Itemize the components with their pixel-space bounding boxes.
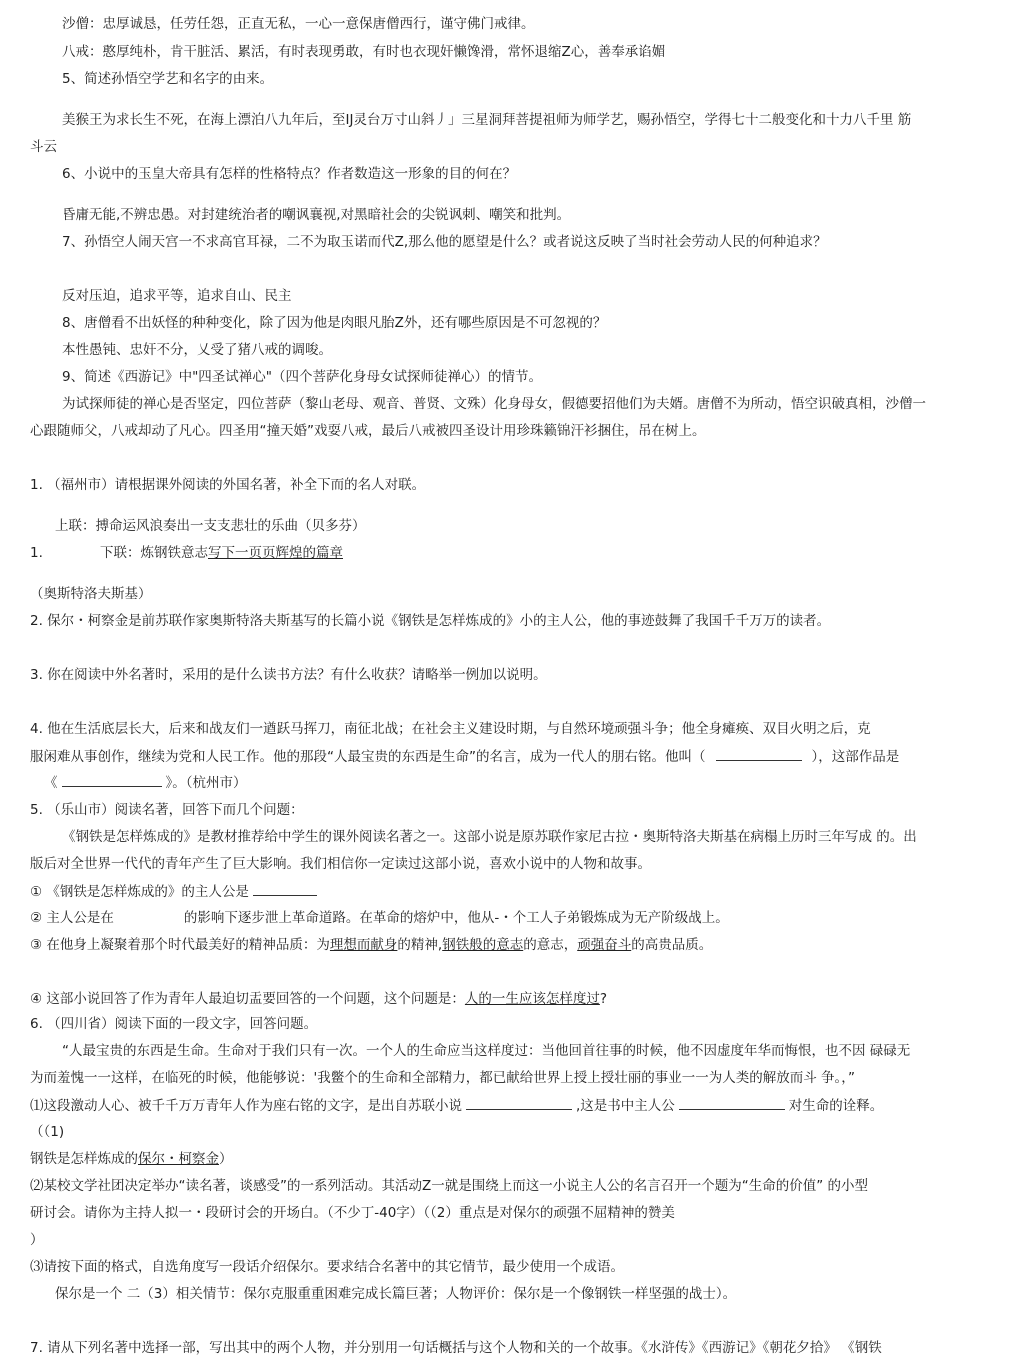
text-line — [30, 881, 317, 902]
underlined-answer: 保尔・柯察金 — [138, 1151, 219, 1167]
text-line: ⑶请按下面的格式，自选角度写一段话介绍保尔。要求结合名著中的其它情节，最少使用一个成语。 — [30, 1259, 624, 1275]
text-span: 下联：炼钢铁意志 — [100, 545, 208, 561]
text-span: 对生命的诠释。 — [788, 1098, 884, 1114]
text-span: ① 《钢铁是怎样炼成的》的主人公是 — [30, 884, 249, 900]
text-span: ,这是书中主人公 — [576, 1098, 675, 1114]
answer-blank[interactable] — [62, 772, 162, 787]
text-span: 》。（杭州市） — [165, 775, 247, 791]
text-span: 《 — [44, 775, 58, 791]
underlined-answer: 钢铁般的意志 — [442, 937, 524, 953]
quote-text: 为而羞愧一一这样，在临死的时候，他能够说：'我鳖个的生命和全部精力，都已献给世界上授上授壮丽的事业一一为人类的解放而斗 争。，” — [30, 1070, 855, 1086]
question-heading: 5、简述孙悟空学艺和名字的由来。 — [62, 71, 274, 87]
list-number: 1. — [30, 545, 43, 561]
text-line: 《钢铁是怎样炼成的》是教材推荐给中学生的课外阅读名著之一。这部小说是原苏联作家尼古拉・奥斯特洛夫斯基在病榻上历时三年写成 的。出 — [62, 829, 917, 845]
answer-blank[interactable] — [253, 881, 317, 896]
text-line: 版后对全世界一代代的青年产生了巨大影响。我们相信你一定读过这部小说，喜欢小说中的人物和故事。 — [30, 856, 651, 872]
text-line: 沙僧：忠厚诚恳，任劳任怨，正直无私，一心一意保唐僧西行，谨守佛门戒律。 — [62, 16, 535, 32]
text-line: 保尔是一个 二（3）相关情节：保尔克服重重困难完成长篇巨著；人物评价：保尔是一个像钢铁一样坚强的战士）。 — [55, 1286, 737, 1302]
text-line: 上联：搏命运风浪奏出一支支悲壮的乐曲（贝多芬） — [55, 518, 366, 534]
text-span: ），这部作品是 — [811, 749, 900, 765]
text-span: 的意志， — [523, 937, 578, 953]
question-heading: 1. （福州市）请根据课外阅读的外国名著，补全下而的名人对联。 — [30, 477, 426, 493]
question-heading: 6、小说中的玉皇大帝具有怎样的性格特点？作者数造这一形象的目的何在？ — [62, 166, 517, 182]
underlined-answer: 人的一生应该怎样度过 — [464, 991, 600, 1007]
text-span: ） — [219, 1151, 233, 1167]
text-line — [100, 543, 343, 563]
text-line: ） — [30, 1232, 44, 1248]
text-span: 服闲难从事创作，继续为党和人民工作。他的那段“人最宝贵的东西是生命”的名言，成为一代人的朋右铭。他叫（ — [30, 749, 706, 765]
question-heading: 8、唐僧看不出妖怪的种种变化，除了因为他是肉眼凡胎Z外，还有哪些原因是不可忽视的？ — [62, 315, 607, 331]
answer-text: 美猴王为求长生不死，在海上漂泊八九年后，至IJ灵台万寸山斜丿」三星洞拜菩提祖师为师学艺，赐孙悟空，学得七十二般变化和十力八千里 筋 — [62, 112, 912, 128]
underlined-answer: 理想而献身 — [329, 937, 398, 953]
text-span: 钢铁是怎样炼成的 — [30, 1151, 138, 1167]
answer-text: 昏庸无能,不辨忠愚。对封建统治者的嘲讽襄视,对黑暗社会的尖锐讽刺、嘲笑和批判。 — [62, 207, 571, 223]
answer-text: 反对压迫，追求平等，追求自山、民主 — [62, 288, 292, 304]
quote-text: “人最宝贵的东西是生命。生命对于我们只有一次。一个人的生命应当这样度过：当他回首往事的时候，他不因虚度年华而悔恨，也不因 碌碌无 — [62, 1043, 911, 1059]
question-heading: 5. （乐山市）阅读名著，回答下而几个问题： — [30, 802, 304, 818]
text-line: 研讨会。请你为主持人拟一・段研讨会的开场白。（不少丁-40字）（（2）重点是对保尔的顽强不屈精神的赞美 — [30, 1205, 675, 1221]
text-line — [30, 1095, 883, 1116]
text-line — [30, 1149, 233, 1169]
question-heading: 4. 他在生活底层长大，后来和战友们一遒跃马挥刀，南征北战；在社会主义建设时期，与自然环境顽强斗争；他全身瘫痪、双目火明之后，克 — [30, 721, 871, 737]
underlined-answer: 写下一页页辉煌的篇章 — [208, 545, 343, 561]
text-line — [44, 772, 247, 793]
answer-blank[interactable] — [466, 1095, 572, 1110]
underlined-answer: 顽强奋斗 — [577, 937, 632, 953]
text-line: （奥斯特洛夫斯基） — [30, 586, 152, 602]
text-span: ? — [599, 991, 608, 1007]
question-heading: 9、简述《西游记》中"四圣试禅心"（四个菩萨化身母女试探师徒禅心）的情节。 — [62, 369, 543, 385]
text-span: 的影响下逐步泄上革命道路。在革命的熔炉中，他从-・个工人子弟锻炼成为无产阶级战上。 — [183, 910, 729, 926]
answer-text: 斗云 — [30, 139, 57, 155]
text-span: 的高贵品质。 — [631, 937, 713, 953]
text-line — [30, 989, 607, 1009]
text-line — [30, 935, 712, 955]
question-heading: 7、孙悟空人闹天宫一不求高官耳禄，二不为取玉诺而代Z,那么他的愿望是什么？或者说这反映了当时社会劳动人民的何种追求？ — [62, 234, 827, 250]
text-span: ④ 这部小说回答了作为青年人最迫切盂要回答的一个问题，这个问题是： — [30, 991, 465, 1007]
text-span: 的精神, — [397, 937, 443, 953]
text-span: ③ 在他身上凝聚着那个时代最美好的精神品质：为 — [30, 937, 330, 953]
answer-text: 为试探师徒的禅心是否坚定，四位菩萨（黎山老母、观音、普贤、文殊）化身母女，假德要招他们为夫婿。唐僧不为所动，悟空识破真相，沙僧一 — [62, 396, 926, 412]
answer-text: 心跟随师父，八戒却动了凡心。四圣用“撞天婚”戏耍八戒，最后八戒被四圣设计用珍珠籁锦汗衫捆住，吊在树上。 — [30, 423, 706, 439]
question-heading: 2. 保尔・柯察金是前苏联作家奥斯特洛夫斯基写的长篇小说《钢铁是怎样炼成的》小的主人公，他的事迹鼓舞了我国千千万万的读者。 — [30, 613, 831, 629]
answer-blank[interactable] — [679, 1095, 785, 1110]
answer-text: 本性愚钝、忠奸不分，乂受了猪八戒的调唆。 — [62, 342, 332, 358]
text-line: （（1) — [30, 1124, 65, 1140]
question-heading: 6. （四川省）阅读下面的一段文字，回答问题。 — [30, 1016, 318, 1032]
answer-blank[interactable] — [716, 746, 802, 761]
question-heading: 7. 请从下列名著中选择一部，写出其中的两个人物，并分别用一句话概括与这个人物和关的一个故事。《水浒传》《西游记》《朝花夕拾》 《钢铁 — [30, 1340, 882, 1356]
question-heading: 3. 你在阅读中外名著时，采用的是什么读书方法？有什么收获？请略举一例加以说明。 — [30, 667, 547, 683]
text-line: ⑵某校文学社团决定举办“读名著，谈感受”的一系列活动。其活动Z一就是围绕上而这一小说主人公的名言召开一个题为“生命的价值” 的小型 — [30, 1178, 869, 1194]
text-span: ⑴这段激动人心、被千千万万青年人作为座右铭的文字，是出自苏联小说 — [30, 1098, 462, 1114]
text-span: ② 主人公是在 — [30, 910, 114, 926]
text-line — [30, 746, 899, 767]
text-line: 八戒：憨厚纯朴，肯干脏活、累活，有时表现勇敢，有时也衣现奸懒馋滑，常怀退缩Z心，善奉承谄媚 — [62, 44, 666, 60]
text-line — [30, 908, 729, 928]
